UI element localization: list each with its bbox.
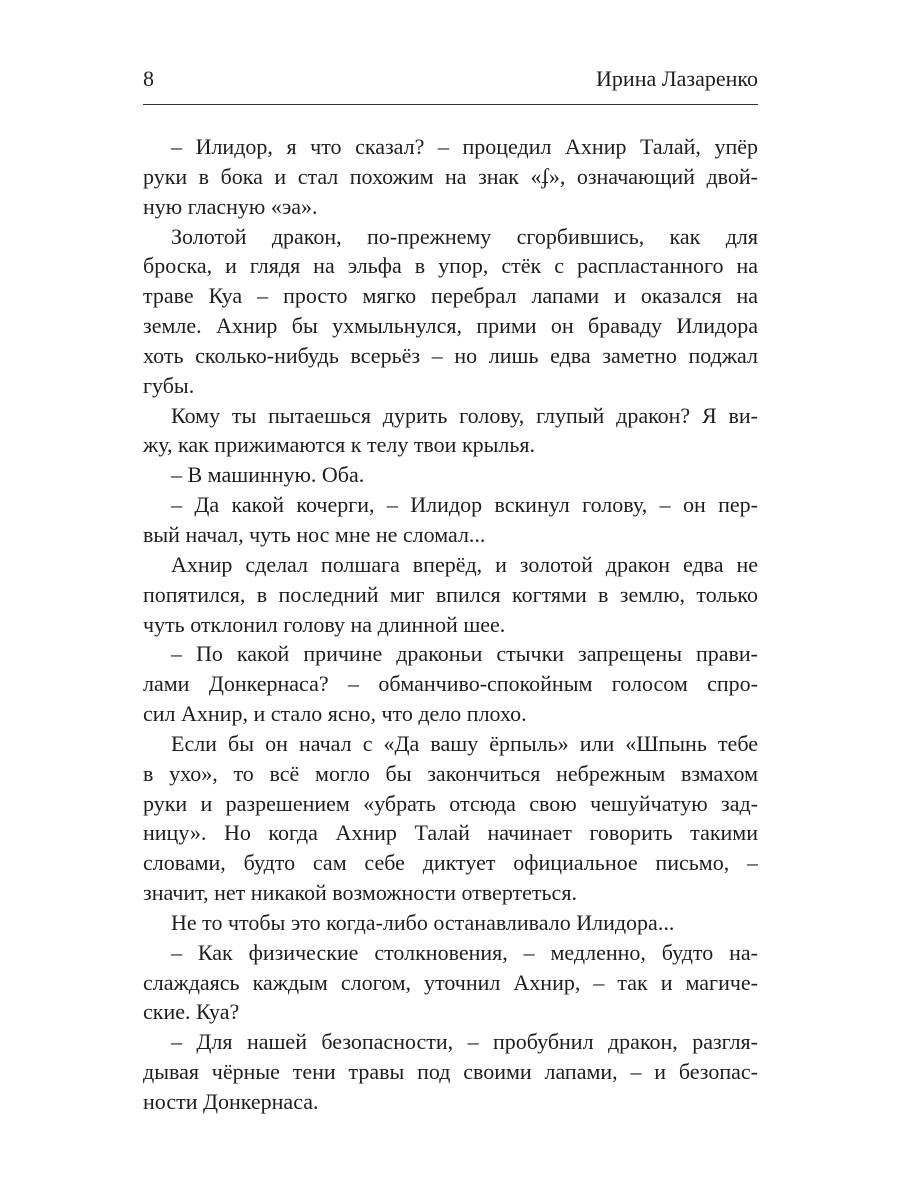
text-line: чуть отклонил голову на длинной шее.	[143, 611, 506, 637]
text-line: вый начал, чуть нос мне не сломал...	[143, 521, 486, 547]
text-line: Если бы он начал с «Да вашу ёрпыль» или «Шпынь тебе	[171, 730, 758, 756]
running-header	[143, 66, 758, 94]
text-line: ную гласную «эа».	[143, 193, 318, 219]
text-line: – В машинную. Оба.	[171, 462, 365, 488]
text-line: – Да какой кочерги, – Илидор вскинул голову, – он пер-	[171, 492, 758, 518]
text-line: – Для нашей безопасности, – пробубнил дракон, разгля-	[171, 1029, 758, 1055]
text-line: сил Ахнир, и стало ясно, что дело плохо.	[143, 701, 527, 727]
text-line: ницу». Но когда Ахнир Талай начинает говорить такими	[143, 820, 758, 846]
paragraph	[143, 639, 758, 729]
paragraph	[143, 132, 758, 222]
text-line: слаждаясь каждым слогом, уточнил Ахнир, – так и магиче-	[143, 969, 758, 995]
text-line: ности Донкернаса.	[143, 1089, 319, 1114]
text-line: лами Донкернаса? – обманчиво-спокойным голосом спро-	[143, 671, 758, 697]
paragraph	[143, 401, 758, 461]
paragraph	[143, 222, 758, 401]
text-line: руки в бока и стал похожим на знак «ʄ», означающий двой-	[143, 163, 758, 189]
text-line: Не то чтобы это когда-либо останавливало Илидора...	[171, 909, 675, 935]
text-line: хоть сколько-нибудь всерьёз – но лишь едва заметно поджал	[143, 342, 758, 368]
paragraph	[143, 938, 758, 1028]
text-line: словами, будто сам себе диктует официальное письмо, –	[143, 850, 758, 876]
text-line: – По какой причине драконьи стычки запрещены прави-	[171, 641, 758, 667]
text-line: губы.	[143, 372, 195, 398]
text-line: руки и разрешением «убрать отсюда свою чешуйчатую зад-	[143, 790, 758, 816]
paragraph	[143, 550, 758, 640]
text-line: значит, нет никакой возможности отвертеться.	[143, 880, 577, 906]
running-header-author: Ирина Лазаренко	[596, 66, 758, 91]
text-line: Золотой дракон, по-прежнему сгорбившись, как для	[171, 223, 758, 249]
text-line: в ухо», то всё могло бы закончиться небрежным взмахом	[143, 760, 758, 786]
text-line: траве Куа – просто мягко перебрал лапами и оказался на	[143, 283, 758, 309]
text-line: попятился, в последний миг впился когтями в землю, только	[143, 581, 758, 607]
text-line: дывая чёрные тени травы под своими лапами, – и безопас-	[143, 1059, 758, 1085]
text-line: Кому ты пытаешься дурить голову, глупый дракон? Я ви-	[171, 402, 758, 428]
text-line: – Как физические столкновения, – медленно, будто на-	[171, 939, 758, 965]
text-line: броска, и глядя на эльфа в упор, стёк с распластанного на	[143, 253, 758, 279]
header-rule	[143, 104, 758, 105]
text-line: жу, как прижимаются к телу твои крылья.	[143, 432, 536, 458]
text-line: земле. Ахнир бы ухмыльнулся, прими он браваду Илидора	[143, 313, 758, 339]
text-line: Ахнир сделал полшага вперёд, и золотой дракон едва не	[171, 551, 758, 577]
page-body-text	[143, 132, 758, 1117]
page-number: 8	[143, 66, 154, 91]
paragraph	[143, 460, 758, 490]
paragraph	[143, 1027, 758, 1117]
paragraph	[143, 729, 758, 908]
paragraph	[143, 908, 758, 938]
text-line: ские. Куа?	[143, 999, 240, 1025]
text-line: – Илидор, я что сказал? – процедил Ахнир Талай, упёр	[171, 134, 758, 159]
paragraph	[143, 490, 758, 550]
